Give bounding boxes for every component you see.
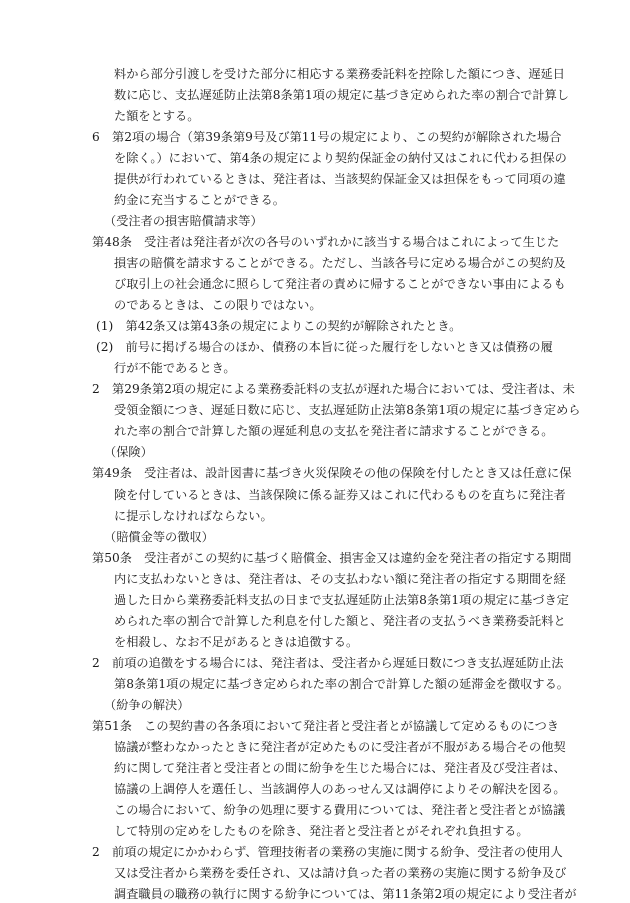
text-line: 過した日から業務委託料支払の日まで支払遅延防止法第8条第1項の規定に基づき定 <box>114 593 570 607</box>
text-line: 損害の賠償を請求することができる。ただし、当該各号に定める場合がこの契約及 <box>114 256 566 270</box>
text-line: 数に応じ、支払遅延防止法第8条第1項の規定に基づき定められた率の割合で計算し <box>114 88 570 102</box>
text-line: 受領金額につき、遅延日数に応じ、支払遅延防止法第8条第1項の規定に基づき定めら <box>114 403 581 417</box>
text-line: を除く。）において、第4条の規定により契約保証金の納付又はこれに代わる担保の <box>114 151 567 165</box>
text-line: を相殺し、なお不足があるときは追徴する。 <box>114 635 359 649</box>
text-line: 調査職員の職務の執行に関する紛争については、第11条第2項の規定により受注者が <box>114 887 577 901</box>
text-line: 内に支払わないときは、発注者は、その支払わない額に発注者の指定する期間を経 <box>114 572 566 586</box>
paragraph-2: 2 第29条第2項の規定による業務委託料の支払が遅れた場合においては、受注者は、未 <box>92 382 575 396</box>
paragraph-2: 2 前項の追徴をする場合には、発注者は、受注者から遅延日数につき支払遅延防止法 <box>92 656 564 670</box>
text-line: 料から部分引渡しを受けた部分に相応する業務委託料を控除した額につき、遅延日 <box>114 67 565 81</box>
text-line: 第8条第1項の規定に基づき定められた率の割合で計算した額の延滞金を徴収する。 <box>114 677 570 691</box>
article-48-heading: （受注者の損害賠償請求等） <box>104 214 263 228</box>
article-51-heading: （紛争の解決） <box>104 698 190 712</box>
paragraph-6: 6 第2項の場合（第39条第9号及び第11号の規定により、この契約が解除された場合 <box>92 130 562 144</box>
item-1: (1) 第42条又は第43条の規定によりこの契約が解除されたとき。 <box>96 319 462 333</box>
text-line: この場合において、紛争の処理に要する費用については、発注者と受注者とが協議 <box>114 803 566 817</box>
text-line: して特別の定めをしたものを除き、発注者と受注者とがそれぞれ負担する。 <box>114 824 529 838</box>
article-51: 第51条 この契約書の各条項において発注者と受注者とが協議して定めるものにつき <box>92 719 559 733</box>
text-line: た額をとする。 <box>114 109 200 123</box>
text-line: 又は受注者から業務を委任され、又は請け負った者の業務の実施に関する紛争及び <box>114 866 567 880</box>
text-line: れた率の割合で計算した額の遅延利息の支払を発注者に請求することができる。 <box>114 424 554 438</box>
article-50: 第50条 受注者がこの契約に基づく賠償金、損害金又は違約金を発注者の指定する期間 <box>92 551 572 565</box>
text-line: に提示しなければならない。 <box>114 509 273 523</box>
text-line: び取引上の社会通念に照らして発注者の責めに帰することができない事由によるも <box>114 277 566 291</box>
text-line: 提供が行われているときは、発注者は、当該契約保証金又は担保をもって同項の違 <box>114 172 566 186</box>
text-line: のであるときは、この限りではない。 <box>114 298 322 312</box>
text-line: 約金に充当することができる。 <box>114 193 285 207</box>
article-48: 第48条 受注者は発注者が次の各号のいずれかに該当する場合はこれによって生じた <box>92 235 560 249</box>
article-50-heading: （賠償金等の徴収） <box>104 530 214 544</box>
text-line: 険を付しているときは、当該保険に係る証券又はこれに代わるものを直ちに発注者 <box>114 488 566 502</box>
text-line: 約に関して発注者と受注者との間に紛争を生じた場合には、発注者及び受注者は、 <box>114 761 566 775</box>
paragraph-2: 2 前項の規定にかかわらず、管理技術者の業務の実施に関する紛争、受注者の使用人 <box>92 845 563 859</box>
text-line: 協議の上調停人を選任し、当該調停人のあっせん又は調停によりその解決を図る。 <box>114 782 566 796</box>
item-2: (2) 前号に掲げる場合のほか、債務の本旨に従った履行をしないとき又は債務の履 <box>96 340 553 354</box>
text-line: 協議が整わなかったときに発注者が定めたものに受注者が不服がある場合その他契 <box>114 740 566 754</box>
article-49: 第49条 受注者は、設計図書に基づき火災保険その他の保険を付したとき又は任意に保 <box>92 466 572 480</box>
article-49-heading: （保険） <box>104 445 153 459</box>
text-line: められた率の割合で計算した利息を付した額と、発注者の支払うべき業務委託料と <box>114 614 566 628</box>
text-line: 行が不能であるとき。 <box>114 361 236 375</box>
